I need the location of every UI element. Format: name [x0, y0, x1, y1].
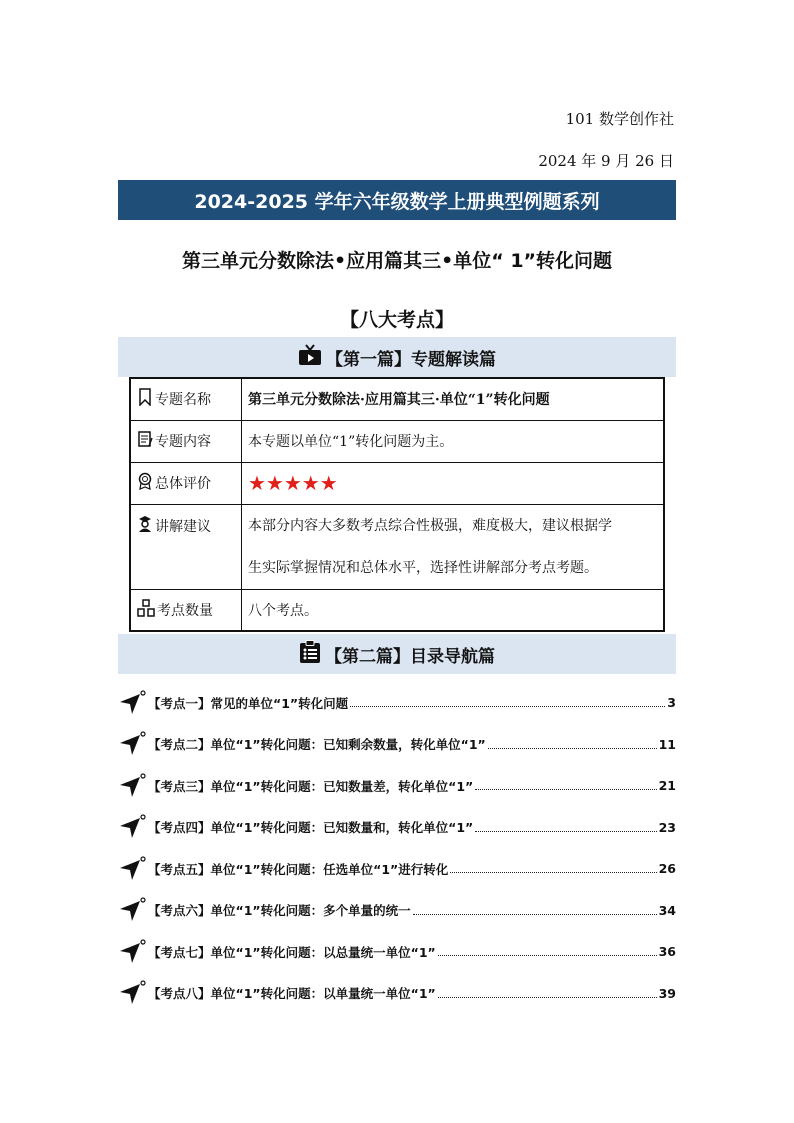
- author-name: 101 数学创作社: [565, 110, 674, 128]
- toc-page-number: 21: [658, 778, 676, 794]
- navigation-arrow-icon: [118, 731, 148, 757]
- navigation-arrow-icon: [118, 690, 148, 716]
- table-row: [130, 420, 664, 462]
- toc-leader-dots: [475, 831, 656, 832]
- toc-page-number: 11: [658, 736, 676, 752]
- toc-page-number: 39: [658, 985, 676, 1001]
- toc-entry-text: 【考点七】单位“1”转化问题：以总量统一单位“1”: [148, 944, 436, 960]
- section-title: 【第一篇】专题解读篇: [326, 349, 496, 370]
- toc-page-number: 23: [658, 819, 676, 835]
- toc-entry-text: 【考点一】常见的单位“1”转化问题: [148, 695, 349, 711]
- toc-entry[interactable]: [118, 807, 676, 849]
- bookmark-icon: [137, 388, 153, 410]
- toc-page-number: 3: [667, 695, 676, 711]
- table-row: [130, 462, 664, 504]
- toc-leader-dots: [450, 872, 656, 873]
- table-row: [130, 504, 664, 589]
- row-label: 考点数量: [157, 602, 213, 619]
- toc-leader-dots: [488, 748, 657, 749]
- document-date: 2024 年 9 月 26 日: [538, 152, 674, 170]
- row-label: 讲解建议: [155, 518, 211, 535]
- toc-entry[interactable]: [118, 931, 676, 973]
- section-bar-intro: [118, 337, 676, 377]
- toc-entry-text: 【考点四】单位“1”转化问题：已知数量和，转化单位“1”: [148, 820, 474, 836]
- toc-leader-dots: [438, 955, 657, 956]
- navigation-arrow-icon: [118, 773, 148, 799]
- section-title: 【第二篇】目录导航篇: [325, 646, 495, 667]
- navigation-arrow-icon: [118, 856, 148, 882]
- row-value: 本专题以单位“1”转化问题为主。: [242, 420, 665, 462]
- toc-entry[interactable]: [118, 765, 676, 807]
- toc-leader-dots: [350, 706, 665, 707]
- teacher-icon: [137, 515, 153, 537]
- navigation-arrow-icon: [118, 814, 148, 840]
- clipboard-list-icon: [299, 640, 325, 669]
- toc-entry-text: 【考点五】单位“1”转化问题：任选单位“1”进行转化: [148, 861, 449, 877]
- toc-entry[interactable]: [118, 973, 676, 1015]
- toc-entry[interactable]: [118, 890, 676, 932]
- series-banner: [118, 180, 676, 220]
- topic-info-table: [129, 377, 665, 632]
- toc-entry[interactable]: [118, 724, 676, 766]
- row-label: 总体评价: [155, 476, 211, 492]
- toc-entry-text: 【考点三】单位“1”转化问题：已知数量差，转化单位“1”: [148, 778, 474, 794]
- award-icon: [137, 472, 153, 494]
- navigation-arrow-icon: [118, 980, 148, 1006]
- navigation-arrow-icon: [118, 939, 148, 965]
- kaodian-heading: 【八大考点】: [339, 309, 454, 331]
- toc-leader-dots: [413, 914, 657, 915]
- row-value: 八个考点。: [242, 589, 665, 631]
- table-of-contents: [118, 682, 676, 1014]
- toc-entry-text: 【考点二】单位“1”转化问题：已知剩余数量，转化单位“1”: [148, 737, 486, 753]
- toc-page-number: 26: [658, 861, 676, 877]
- tv-icon: [298, 344, 326, 371]
- toc-page-number: 34: [658, 902, 676, 918]
- notes-icon: [137, 430, 153, 452]
- blocks-icon: [137, 599, 155, 621]
- navigation-arrow-icon: [118, 897, 148, 923]
- toc-leader-dots: [475, 789, 656, 790]
- toc-entry-text: 【考点八】单位“1”转化问题：以单量统一单位“1”: [148, 986, 436, 1002]
- row-value: 第三单元分数除法·应用篇其三·单位“1”转化问题: [242, 378, 665, 420]
- document-subtitle: 第三单元分数除法•应用篇其三•单位“ 1”转化问题: [181, 250, 613, 272]
- toc-entry[interactable]: [118, 848, 676, 890]
- banner-title: 2024-2025 学年六年级数学上册典型例题系列: [194, 190, 600, 213]
- toc-entry[interactable]: [118, 682, 676, 724]
- rating-stars: ★★★★★: [248, 471, 338, 495]
- table-row: [130, 589, 664, 631]
- toc-page-number: 36: [658, 944, 676, 960]
- advice-line-1: 本部分内容大多数考点综合性极强，难度极大，建议根据学: [248, 517, 612, 534]
- section-bar-toc: [118, 634, 676, 674]
- toc-entry-text: 【考点六】单位“1”转化问题：多个单量的统一: [148, 903, 411, 919]
- row-label: 专题名称: [155, 392, 211, 409]
- row-label: 专题内容: [155, 434, 211, 450]
- toc-leader-dots: [438, 997, 657, 998]
- table-row: [130, 378, 664, 420]
- advice-line-2: 生实际掌握情况和总体水平，选择性讲解部分考点考题。: [248, 559, 598, 576]
